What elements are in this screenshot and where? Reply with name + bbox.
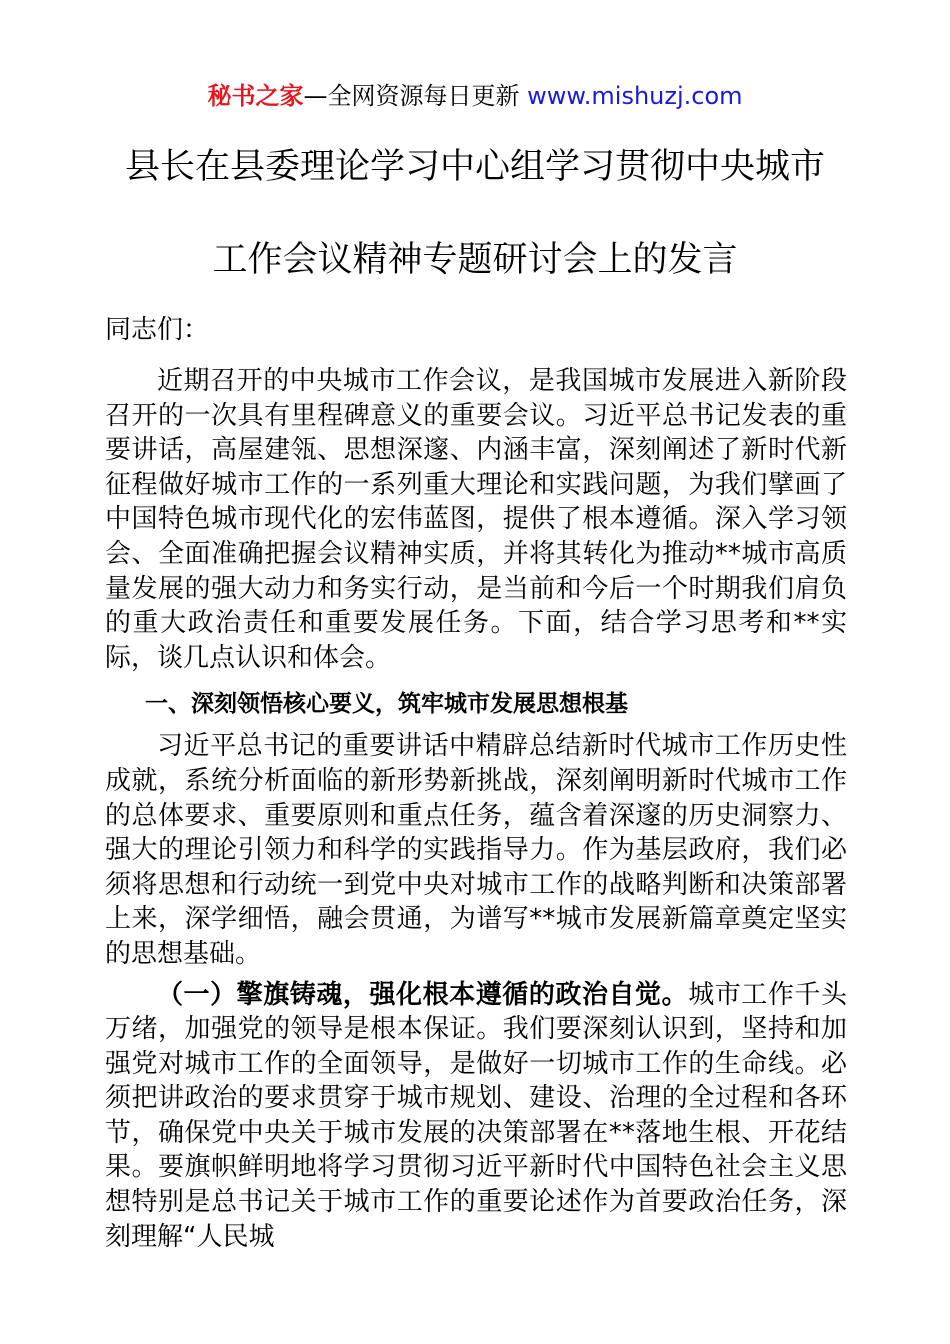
document-title-line-1: 县长在县委理论学习中心组学习贯彻中央城市 bbox=[124, 147, 825, 187]
paragraph-intro: 近期召开的中央城市工作会议，是我国城市发展进入新阶段召开的一次具有里程碑意义的重要会议。习近平总书记发表的重要讲话，高屋建瓴、思想深邃、内涵丰富，深刻阐述了新时代新征程做好城市工作的一系列重大理论和实践问题，为我们擘画了中国特色城市现代化的宏伟蓝图，提供了根本遵循。深入学习领会、全面准确把握会议精神实质，并将其转化为推动**城市高质量发展的强大动力和务实行动，是当前和今后一个时期我们肩负的重大政治责任和重要发展任务。下面，结合学习思考和**实际，谈几点认识和体会。 bbox=[105, 366, 847, 673]
site-banner bbox=[0, 80, 950, 112]
brand-name: 秘书之家 bbox=[207, 82, 304, 110]
document-body bbox=[105, 310, 847, 1254]
banner-slogan: —全网资源每日更新 bbox=[303, 82, 520, 110]
paragraph-section1: 习近平总书记的重要讲话中精辟总结新时代城市工作历史性成就，系统分析面临的新形势新挑战，深刻阐明新时代城市工作的总体要求、重要原则和重点任务，蕴含着深邃的历史洞察力、强大的理论引领力和科学的实践指导力。作为基层政府，我们必须将思想和行动统一到党中央对城市工作的战略判断和决策部署上来，深学细悟，融会贯通，为谱写**城市发展新篇章奠定坚实的思想基础。 bbox=[105, 731, 847, 969]
section-heading-1: 一、深刻领悟核心要义，筑牢城市发展思想根基 bbox=[145, 691, 628, 718]
site-url-link[interactable]: www.mishuzj.com bbox=[527, 82, 743, 110]
subsection-heading-1: （一）擎旗铸魂，强化根本遵循的政治自觉。 bbox=[157, 979, 689, 1010]
paragraph-subsection-1 bbox=[105, 978, 847, 1255]
salutation: 同志们： bbox=[105, 315, 210, 345]
subsection-1-text: 城市工作千头万绪，加强党的领导是根本保证。我们要深刻认识到，坚持和加强党对城市工作的全面领导，是做好一切城市工作的生命线。必须把讲政治的要求贯穿于城市规划、建设、治理的全过程和各环节，确保党中央关于城市发展的决策部署在**落地生根、开花结果。要旗帜鲜明地将学习贯彻习近平新时代中国特色社会主义思想特别是总书记关于城市工作的重要论述作为首要政治任务，深刻理解“人民城 bbox=[105, 979, 847, 1252]
document-title-line-2: 工作会议精神专题研讨会上的发言 bbox=[212, 240, 738, 280]
